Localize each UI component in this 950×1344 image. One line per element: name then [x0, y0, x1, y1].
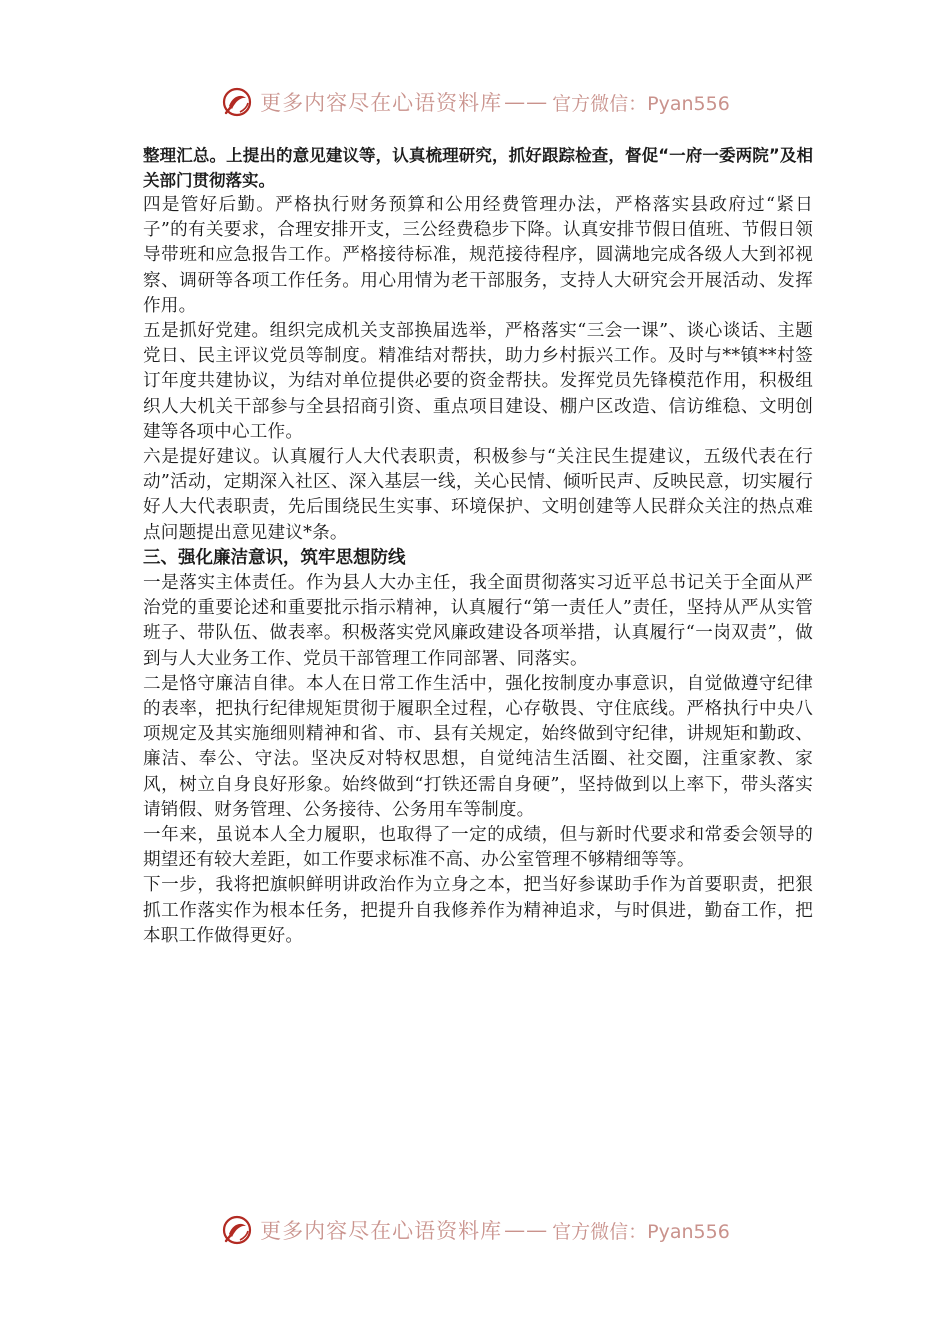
paragraph-suggestions: 六是提好建议。认真履行人大代表职责，积极参与“关注民生提建议，五级代表在行动”活动，定期深入社区、深入基层一线，关心民情、倾听民声、反映民意，切实履行好人大代表职责，先后围绕民生实事、环境保护、文明创建等人民群众关注的热点难点问题提出意见建议*条。: [143, 447, 813, 543]
pen-swirl-logo-icon: [220, 1213, 254, 1247]
section-heading: 三、强化廉洁意识，筑牢思想防线: [143, 547, 406, 568]
paragraph-logistics: 四是管好后勤。严格执行财务预算和公用经费管理办法，严格落实县政府过“紧日子”的有关要求，合理安排开支，三公经费稳步下降。认真安排节假日值班、节假日领导带班和应急报告工作。严格接待标准，规范接待程序，圆满地完成各级人大到祁视察、调研等各项工作任务。用心用情为老干部服务，支持人大研究会开展活动、发挥作用。: [143, 195, 813, 316]
watermark-site-text: 更多内容尽在心语资料库: [260, 91, 503, 115]
watermark-separator: ——: [504, 90, 549, 114]
paragraph-main-responsibility: 一是落实主体责任。作为县人大办主任，我全面贯彻落实习近平总书记关于全面从严治党的重要论述和重要批示指示精神，认真履行“第一责任人”责任，坚持从严从实管班子、带队伍、做表率。积极落实党风廉政建设各项举措，认真履行“一岗双责”，做到与人大业务工作、党员干部管理工作同部署、同落实。: [143, 573, 813, 669]
pen-swirl-logo-icon: [220, 85, 254, 119]
watermark-wechat-text: 官方微信：Pyan556: [552, 1220, 730, 1243]
paragraph-self-discipline: 二是恪守廉洁自律。本人在日常工作生活中，强化按制度办事意识，自觉做遵守纪律的表率，把执行纪律规矩贯彻于履职全过程，心存敬畏、守住底线。严格执行中央八项规定及其实施细则精神和省、市、县有关规定，始终做到守纪律，讲规矩和勤政、廉洁、奉公、守法。坚决反对特权思想，自觉纯洁生活圈、社交圈，注重家教、家风，树立自身良好形象。始终做到“打铁还需自身硬”，坚持做到以上率下，带头落实请销假、财务管理、公务接待、公务用车等制度。: [143, 673, 813, 820]
lead-paragraph: 整理汇总。上提出的意见建议等，认真梳理研究，抓好跟踪检查，督促“一府一委两院”及相关部门贯彻落实。: [143, 146, 813, 190]
watermark-site-text: 更多内容尽在心语资料库: [260, 1219, 503, 1243]
paragraph-party-building: 五是抓好党建。组织完成机关支部换届选举，严格落实“三会一课”、谈心谈话、主题党日、民主评议党员等制度。精准结对帮扶，助力乡村振兴工作。及时与**镇**村签订年度共建协议，为结对单位提供必要的资金帮扶。发挥党员先锋模范作用，积极组织人大机关干部参与全县招商引资、重点项目建设、棚户区改造、信访维稳、文明创建等各项中心工作。: [143, 321, 813, 442]
watermark-wechat-text: 官方微信：Pyan556: [552, 92, 730, 115]
header-watermark-banner: [0, 82, 950, 122]
footer-watermark-banner: [0, 1210, 950, 1250]
paragraph-next-step: 下一步，我将把旗帜鲜明讲政治作为立身之本，把当好参谋助手作为首要职责，把狠抓工作落实作为根本任务，把提升自我修养作为精神追求，与时俱进，勤奋工作，把本职工作做得更好。: [143, 875, 813, 946]
paragraph-summary: 一年来，虽说本人全力履职，也取得了一定的成绩，但与新时代要求和常委会领导的期望还有较大差距，如工作要求标准不高、办公室管理不够精细等等。: [143, 825, 813, 871]
watermark-separator: ——: [504, 1218, 549, 1242]
document-body: [143, 143, 813, 949]
